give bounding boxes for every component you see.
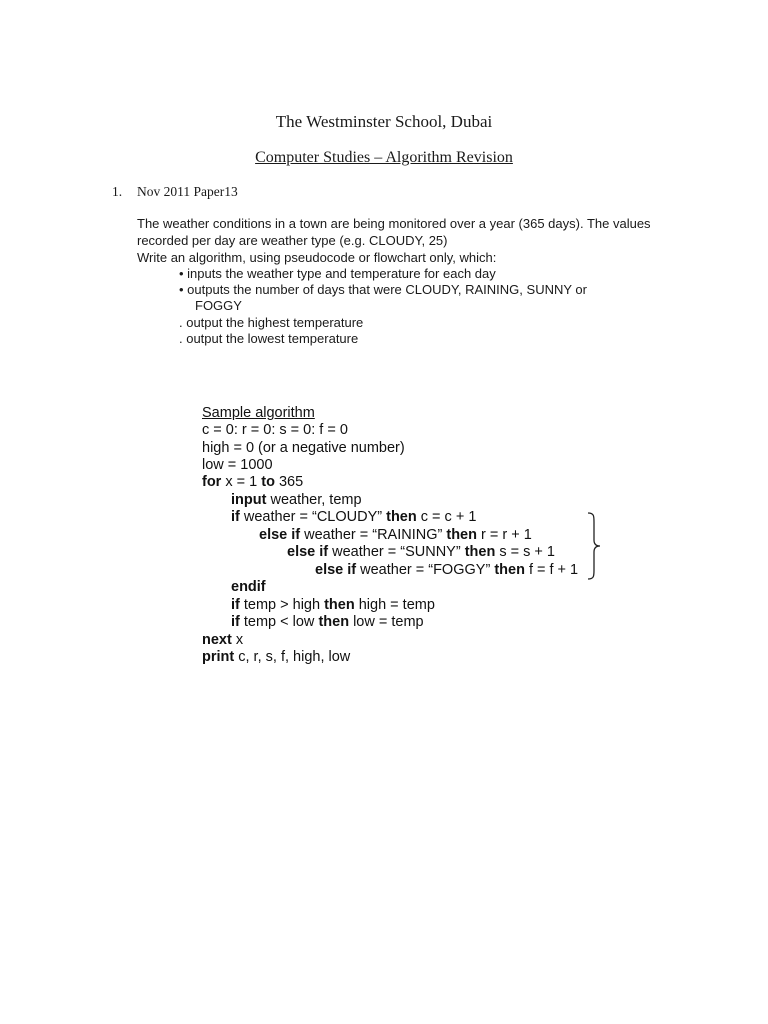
keyword: for [202,474,222,490]
algorithm-line [231,614,424,630]
algorithm-line [202,474,303,490]
algorithm-line [231,597,435,613]
code-text: temp > high [239,597,325,613]
question-intro-line-3: Write an algorithm, using pseudocode or flowchart only, which: [137,250,497,265]
question-source: Nov 2011 Paper13 [137,184,238,199]
requirement-bullet-3: . output the highest temperature [179,315,364,330]
keyword: else if [259,527,301,543]
keyword: then [494,562,525,578]
keyword: then [318,614,350,630]
algorithm-line: c = 0: r = 0: s = 0: f = 0 [202,422,348,438]
code-text: weather = “FOGGY” [356,562,495,578]
algorithm-line: high = 0 (or a negative number) [202,440,405,456]
requirement-bullet-1: • inputs the weather type and temperature for each day [179,266,496,281]
code-text: x [231,632,244,648]
requirement-bullet-2: • outputs the number of days that were CLOUDY, RAINING, SUNNY or [179,282,587,297]
keyword: if [231,597,240,613]
code-text: weather = “SUNNY” [328,544,465,560]
code-text: low = temp [349,614,424,630]
keyword: if [231,509,240,525]
question-intro-line-1: The weather conditions in a town are being monitored over a year (365 days). The values [137,216,651,231]
algorithm-line [202,649,350,665]
algorithm-line [231,579,266,595]
keyword: else if [287,544,329,560]
code-text: c = c + 1 [416,509,477,525]
algorithm-line [231,492,362,508]
keyword: then [446,527,477,543]
keyword: input [231,492,267,508]
keyword: print [202,649,235,665]
code-text: x = 1 [221,474,262,490]
algorithm-line [287,544,555,560]
algorithm-line [259,527,532,543]
code-text: c, r, s, f, high, low [234,649,351,665]
keyword: then [324,597,355,613]
algorithm-heading: Sample algorithm [202,405,315,421]
page-subtitle: Computer Studies – Algorithm Revision [255,149,513,166]
algorithm-line [202,632,243,648]
algorithm-line [315,562,578,578]
keyword: else if [315,562,357,578]
code-text: 365 [274,474,304,490]
school-title: The Westminster School, Dubai [275,112,493,131]
code-text: high = temp [354,597,435,613]
question-number: 1. [112,184,123,199]
keyword: if [231,614,240,630]
algorithm-line [231,509,476,525]
requirement-bullet-4: . output the lowest temperature [179,331,359,346]
algorithm-line: low = 1000 [202,457,273,473]
code-text: weather, temp [266,492,362,508]
question-intro-line-2: recorded per day are weather type (e.g. CLOUDY, 25) [137,233,448,248]
code-text: weather = “RAINING” [300,527,447,543]
code-text: s = s + 1 [495,544,555,560]
code-text: weather = “CLOUDY” [239,509,387,525]
code-text: temp < low [239,614,319,630]
keyword: next [202,632,232,648]
keyword: to [261,474,275,490]
code-text: f = f + 1 [524,562,579,578]
code-text: r = r + 1 [476,527,532,543]
keyword: endif [231,579,266,595]
requirement-bullet-2-continued: FOGGY [195,298,242,313]
keyword: then [386,509,417,525]
right-brace-icon [586,512,602,580]
keyword: then [464,544,496,560]
